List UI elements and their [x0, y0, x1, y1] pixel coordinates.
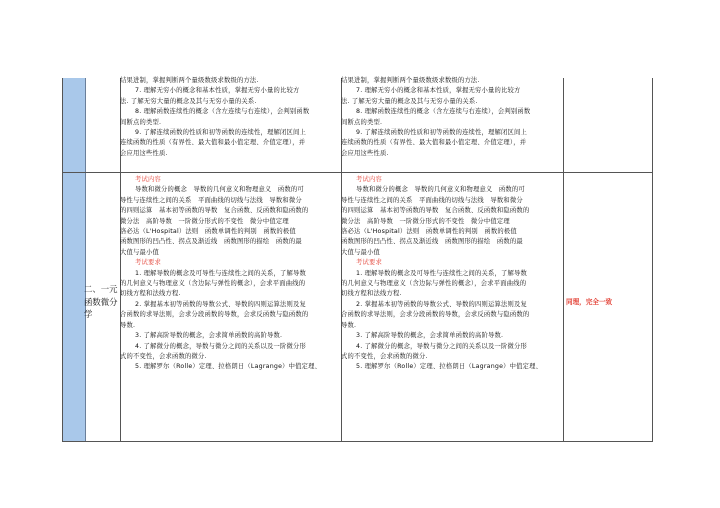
- grid-line: [563, 78, 564, 442]
- row-divider: [62, 441, 652, 442]
- content-heading: 考试内容: [135, 176, 161, 183]
- right-top-cell: 结果进制，掌握判断两个量级数级求数级的方法. 7. 理解无穷小的概念和基本性质，掌握无穷小量的比较方 法. 了解无穷大量的概念及其与无穷小量的关系. 8. 理解函数连续性的概念（含左连续与右连续），会判别函数 间断点的类型. 9. 了解连续函数的性质和初等函数的连续性，理解闭区间上 连续函数的性质（有界性、最大值和最小值定理、介值定理），并 会应用这些性质.: [341, 77, 531, 157]
- left-syllabus-cell: 考试内容 导数和微分的概念 导数的几何意义和物理意义 函数的可 导性与连续性之间的关系 平面曲线的切线与法线 导数和微分 的四则运算 基本初等函数的导数 复合函数、反函数和隐函数的 微分法 高阶导数 一阶微分形式的不变性 微分中值定理 洛必达（L'Hospital）法则 函数单调性的判别 函数的极值 函数图形的凹凸性、拐点及渐近线 函数图形的描绘 函数的最 大值与最小值 考试要求 1. 理解导数的概念及可导性与连续性之间的关系，了解导数 的几何意义与物理意义（含边际与弹性的概念），会求平面曲线的 切线方程和法线方程. 2. 掌握基本初等函数的导数公式、导数的四则运算法则及复 合函数的求导法则，会求分段函数的导数，会求反函数与隐函数的 导数. 3. 了解高阶导数的概念，会求简单函数的高阶导数. 4. 了解微分的概念，导数与微分之间的关系以及一阶微分形 式的不变性，会求函数的微分. 5. 理解罗尔（Rolle）定理、拉格朗日（Lagrange）中值定理、: [120, 175, 339, 373]
- comparison-note: 同理，完全一致: [566, 298, 613, 306]
- right-syllabus-cell: 考试内容 导数和微分的概念 导数的几何意义和物理意义 函数的可 导性与连续性之间的关系 平面曲线的切线与法线 导数和微分 的四则运算 基本初等函数的导数 复合函数、反函数和隐函数的 微分法 高阶导数 一阶微分形式的不变性 微分中值定理 洛必达（L'Hospital）法则 函数单调性的判别 函数的极值 函数图形的凹凸性、拐点及渐近线 函数图形的描绘 函数的最 大值与最小值 考试要求 1. 理解导数的概念及可导性与连续性之间的关系，了解导数 的几何意义与物理意义（含边际与弹性的概念），会求平面曲线的 切线方程和法线方程. 2. 掌握基本初等函数的导数公式、导数的四则运算法则及复 合函数的求导法则，会求分段函数的导数，会求反函数与隐函数的 导数. 3. 了解高阶导数的概念，会求简单函数的高阶导数. 4. 了解微分的概念，导数与微分之间的关系以及一阶微分形 式的不变性，会求函数的微分. 5. 理解罗尔（Rolle）定理、拉格朗日（Lagrange）中值定理、: [341, 175, 561, 373]
- content-heading: 考试内容: [356, 176, 382, 183]
- grid-line: [652, 78, 653, 442]
- requirements-heading: 考试要求: [356, 259, 382, 267]
- highlight-column: [62, 78, 86, 442]
- grid-line: [62, 78, 63, 442]
- requirements-heading: 考试要求: [135, 259, 161, 267]
- row-label: 二、一元 函数微分 学: [84, 284, 118, 319]
- row-divider: [62, 172, 652, 173]
- left-top-cell: 结果进制，掌握判断两个量级数级求数级的方法. 7. 理解无穷小的概念和基本性质，掌握无穷小量的比较方 法. 了解无穷大量的概念及其与无穷小量的关系. 8. 理解函数连续性的概念（含左连续与右连续），会判别函数 间断点的类型. 9. 了解连续函数的性质和初等函数的连续性，理解闭区间上 连续函数的性质（有界性、最大值和最小值定理、介值定理），并 会应用这些性质.: [120, 77, 310, 157]
